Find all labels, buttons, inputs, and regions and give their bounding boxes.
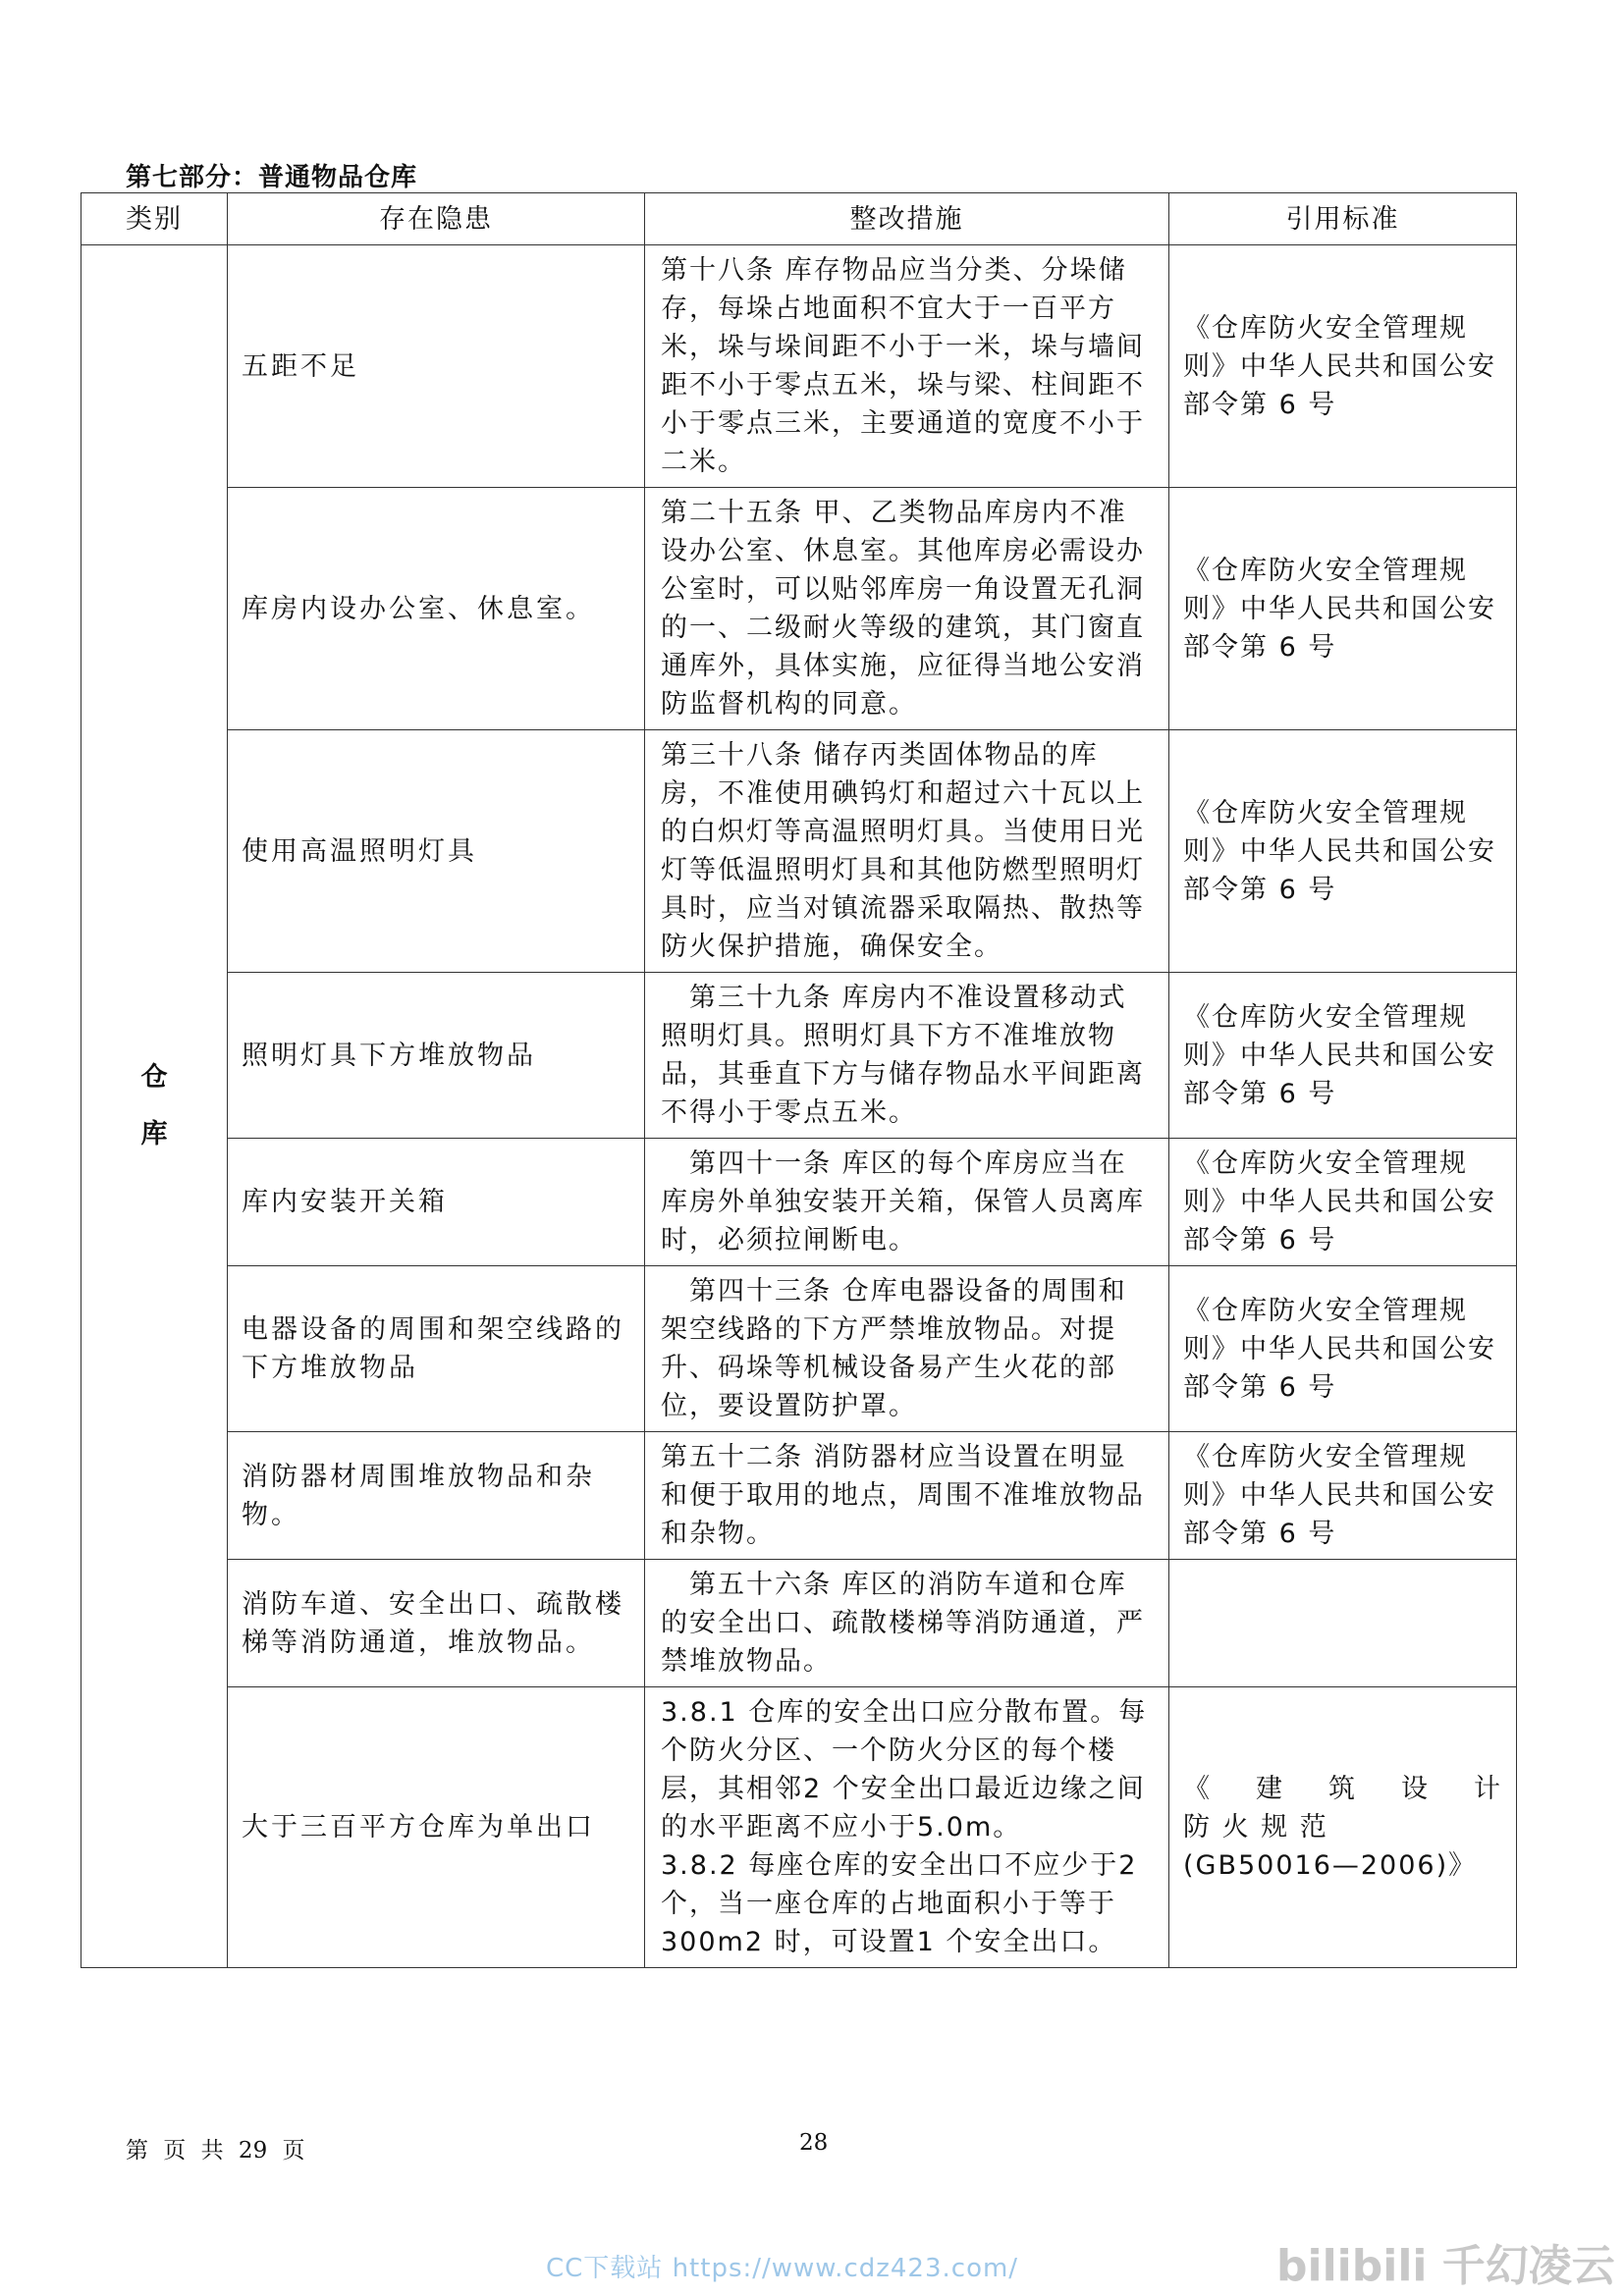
- standard-cell: 《仓库防火安全管理规则》中华人民共和国公安部令第 6 号: [1169, 1432, 1517, 1560]
- category-char: 仓: [140, 1062, 168, 1093]
- standard-line: (GB50016—2006)》: [1183, 1850, 1478, 1881]
- hazard-cell: 消防车道、安全出口、疏散楼梯等消防通道，堆放物品。: [228, 1560, 645, 1687]
- hazard-cell: 照明灯具下方堆放物品: [228, 973, 645, 1139]
- table-row: [81, 730, 1517, 973]
- category-char: 库: [140, 1119, 168, 1149]
- table-row: [81, 1560, 1517, 1687]
- standard-cell: 《仓库防火安全管理规则》中华人民共和国公安部令第 6 号: [1169, 730, 1517, 973]
- header-standard: 引用标准: [1169, 193, 1517, 245]
- hazard-cell: 五距不足: [228, 245, 645, 488]
- watermark-brand-logo: bilibili 千幻凌云: [1276, 2241, 1615, 2291]
- table-row: [81, 488, 1517, 730]
- table-header-row: [81, 193, 1517, 245]
- standard-cell: [1169, 1687, 1517, 1968]
- standard-line: 防 火 规 范: [1183, 1812, 1328, 1842]
- header-measure: 整改措施: [645, 193, 1169, 245]
- table-row: [81, 245, 1517, 488]
- table-row: [81, 1687, 1517, 1968]
- hazard-table: [81, 192, 1517, 1968]
- header-hazard: 存在隐患: [228, 193, 645, 245]
- standard-cell: 《仓库防火安全管理规则》中华人民共和国公安部令第 6 号: [1169, 245, 1517, 488]
- measure-cell: 第五十二条 消防器材应当设置在明显和便于取用的地点，周围不准堆放物品和杂物。: [645, 1432, 1169, 1560]
- measure-cell: 第十八条 库存物品应当分类、分垛储存，每垛占地面积不宜大于一百平方米，垛与垛间距不小于一米，垛与墙间距不小于零点五米，垛与梁、柱间距不小于零点三米，主要通道的宽度不小于二米。: [645, 245, 1169, 488]
- table-row: [81, 1266, 1517, 1432]
- measure-cell: 第三十八条 储存丙类固体物品的库房，不准使用碘钨灯和超过六十瓦以上的白炽灯等高温照明灯具。当使用日光灯等低温照明灯具和其他防燃型照明灯具时，应当对镇流器采取隔热、散热等防火保护措施，确保安全。: [645, 730, 1169, 973]
- measure-cell: 第五十六条 库区的消防车道和仓库的安全出口、疏散楼梯等消防通道，严禁堆放物品。: [645, 1560, 1169, 1687]
- table-row: [81, 973, 1517, 1139]
- measure-cell: 第四十一条 库区的每个库房应当在库房外单独安装开关箱，保管人员离库时，必须拉闸断电。: [645, 1139, 1169, 1266]
- footer-page-number: 28: [799, 2130, 829, 2156]
- hazard-cell: 消防器材周围堆放物品和杂物。: [228, 1432, 645, 1560]
- standard-cell: 《仓库防火安全管理规则》中华人民共和国公安部令第 6 号: [1169, 973, 1517, 1139]
- category-cell: [81, 245, 228, 1968]
- measure-cell: [645, 1687, 1169, 1968]
- hazard-cell: 使用高温照明灯具: [228, 730, 645, 973]
- footer-page-text: 第 页 共 29 页: [126, 2138, 305, 2163]
- hazard-cell: 库内安装开关箱: [228, 1139, 645, 1266]
- standard-line: 《 建 筑 设 计: [1183, 1774, 1502, 1804]
- header-category: 类别: [81, 193, 228, 245]
- hazard-cell: 库房内设办公室、休息室。: [228, 488, 645, 730]
- standard-cell: 《仓库防火安全管理规则》中华人民共和国公安部令第 6 号: [1169, 1139, 1517, 1266]
- hazard-cell: 大于三百平方仓库为单出口: [228, 1687, 645, 1968]
- measure-paragraph: 3.8.1 仓库的安全出口应分散布置。每个防火分区、一个防火分区的每个楼层，其相邻2 个安全出口最近边缘之间的水平距离不应小于5.0m。: [661, 1697, 1148, 1842]
- measure-paragraph: 3.8.2 每座仓库的安全出口不应少于2 个，当一座仓库的占地面积小于等于300m2 时，可设置1 个安全出口。: [661, 1850, 1138, 1957]
- watermark-site: CC下载站 https://www.cdz423.com/: [546, 2254, 1019, 2283]
- measure-cell: 第三十九条 库房内不准设置移动式照明灯具。照明灯具下方不准堆放物品，其垂直下方与储存物品水平间距离不得小于零点五米。: [645, 973, 1169, 1139]
- measure-cell: 第二十五条 甲、乙类物品库房内不准设办公室、休息室。其他库房必需设办公室时，可以贴邻库房一角设置无孔洞的一、二级耐火等级的建筑，其门窗直通库外，具体实施，应征得当地公安消防监督机构的同意。: [645, 488, 1169, 730]
- measure-cell: 第四十三条 仓库电器设备的周围和架空线路的下方严禁堆放物品。对提升、码垛等机械设备易产生火花的部位，要设置防护罩。: [645, 1266, 1169, 1432]
- section-title: 第七部分：普通物品仓库: [126, 163, 418, 192]
- standard-cell: 《仓库防火安全管理规则》中华人民共和国公安部令第 6 号: [1169, 1266, 1517, 1432]
- standard-cell: [1169, 1560, 1517, 1687]
- table-row: [81, 1139, 1517, 1266]
- standard-cell: 《仓库防火安全管理规则》中华人民共和国公安部令第 6 号: [1169, 488, 1517, 730]
- table-row: [81, 1432, 1517, 1560]
- hazard-cell: 电器设备的周围和架空线路的下方堆放物品: [228, 1266, 645, 1432]
